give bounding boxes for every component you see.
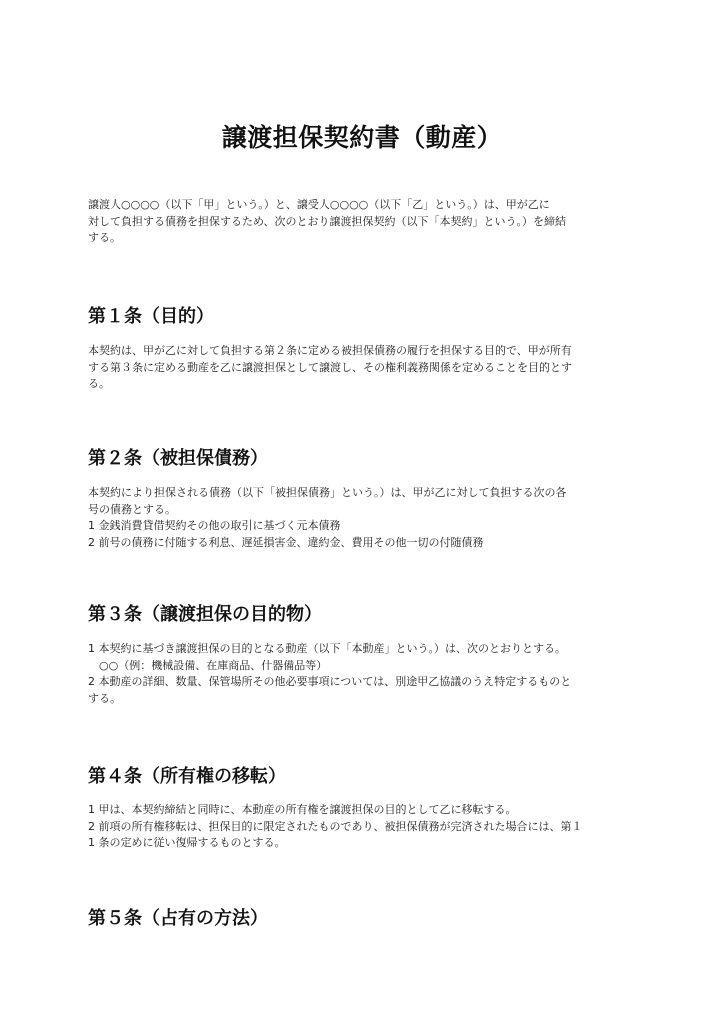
- list-item: 1 本契約に基づき譲渡担保の目的となる動産（以下「本動産」という。）は、次のとおりとする。: [88, 642, 566, 655]
- text-line: ○○（例：機械設備、在庫商品、什器備品等）: [88, 658, 328, 672]
- article-1-heading: 第１条（目的）: [88, 306, 214, 327]
- text-line: る。: [88, 377, 110, 390]
- text-line: 号の債務とする。: [88, 502, 176, 516]
- document-title: 譲渡担保契約書（動産）: [221, 123, 503, 152]
- article-1-body: [88, 343, 648, 393]
- text-line: する。: [88, 231, 121, 244]
- article-5-heading: 第５条（占有の方法）: [88, 908, 268, 929]
- text-line: する。: [88, 691, 121, 705]
- article-4-body: [88, 802, 648, 852]
- text-line: 1 条の定めに従い復帰するものとする。: [88, 836, 286, 849]
- text-line: 譲渡人○○○○（以下「甲」という。）と、譲受人○○○○（以下「乙」という。）は、甲が乙に: [88, 198, 550, 211]
- list-item: 2 前号の債務に付随する利息、遅延損害金、違約金、費用その他一切の付随債務: [88, 535, 484, 549]
- article-3-heading: 第３条（譲渡担保の目的物）: [88, 604, 322, 625]
- list-item: 1 甲は、本契約締結と同時に、本動産の所有権を譲渡担保の目的として乙に移転する。: [88, 803, 517, 816]
- text-line: 本契約は、甲が乙に対して負担する第２条に定める被担保債務の履行を担保する目的で、甲が所有: [88, 344, 572, 357]
- text-line: 対して負担する債務を担保するため、次のとおり譲渡担保契約（以下「本契約」という。）を締結: [88, 214, 567, 228]
- text-line: 本契約により担保される債務（以下「被担保債務」という。）は、甲が乙に対して負担する次の各: [88, 486, 567, 499]
- article-4-heading: 第４条（所有権の移転）: [88, 766, 286, 787]
- article-3-body: [88, 641, 648, 707]
- preamble-paragraph: [88, 197, 648, 247]
- list-item: 1 金銭消費貸借契約その他の取引に基づく元本債務: [88, 519, 341, 532]
- article-2-body: [88, 485, 648, 551]
- text-line: する第３条に定める動産を乙に譲渡担保として譲渡し、その権利義務関係を定めることを目的とす: [88, 360, 572, 374]
- article-2-heading: 第２条（被担保債務）: [88, 448, 268, 469]
- list-item: 2 本動産の詳細、数量、保管場所その他必要事項については、別途甲乙協議のうえ特定するものと: [88, 675, 572, 688]
- list-item: 2 前項の所有権移転は、担保目的に限定されたものであり、被担保債務が完済された場合には、第１: [88, 819, 583, 833]
